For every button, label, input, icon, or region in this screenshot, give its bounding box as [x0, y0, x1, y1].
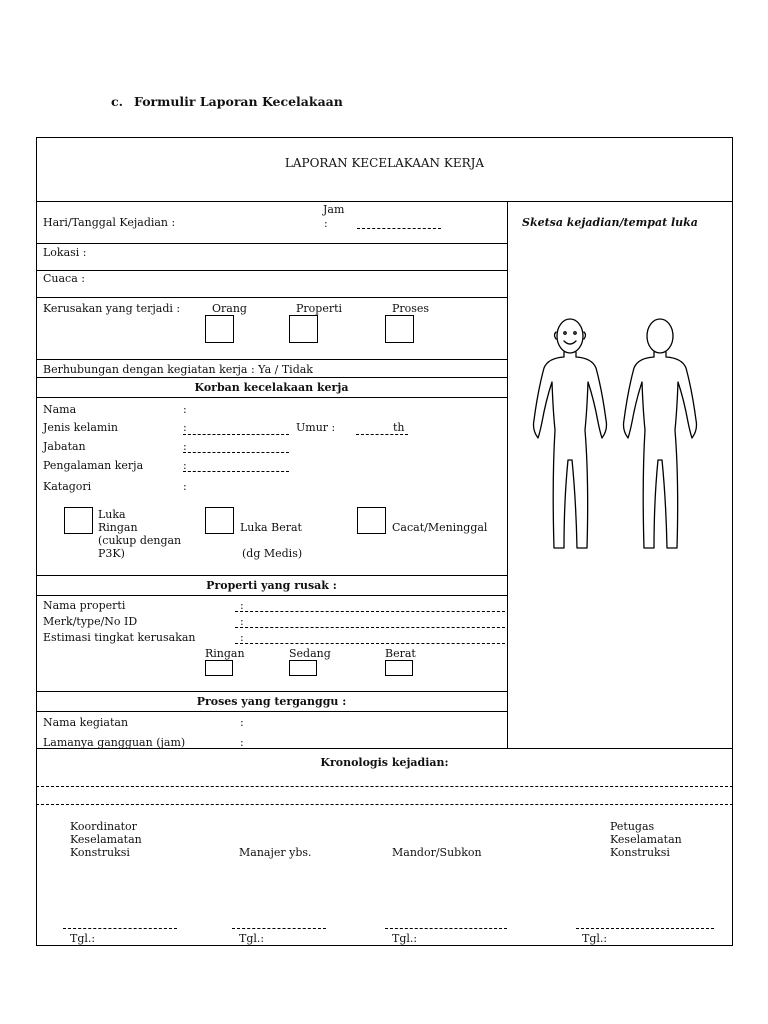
nama-label: Nama [43, 403, 77, 416]
nama-kegiatan-colon: : [240, 716, 244, 729]
sketch-title: Sketsa kejadian/tempat luka [522, 216, 698, 229]
tgl-koordinator: Tgl.: [70, 932, 96, 945]
jam-field[interactable] [357, 228, 441, 229]
berat-checkbox[interactable] [385, 660, 413, 676]
signature-line-mandor[interactable] [385, 928, 507, 929]
divider [36, 377, 507, 378]
kerusakan-properti-checkbox[interactable] [289, 315, 318, 343]
luka-ringan-checkbox[interactable] [64, 507, 93, 534]
nama-colon: : [183, 403, 187, 416]
divider [36, 595, 507, 596]
katagori-colon: : [183, 480, 187, 493]
manajer-label: Manajer ybs. [239, 846, 312, 859]
kerusakan-label: Kerusakan yang terjadi : [43, 302, 181, 315]
body-outline-drawing [520, 310, 730, 560]
heading-title: Formulir Laporan Kecelakaan [134, 94, 343, 109]
nama-properti-colon: : [240, 599, 244, 612]
nama-properti-label: Nama properti [43, 599, 126, 612]
luka-berat-label: Luka Berat [240, 521, 302, 534]
kerusakan-proses-checkbox[interactable] [385, 315, 414, 343]
nama-kegiatan-label: Nama kegiatan [43, 716, 129, 729]
katagori-label: Katagori [43, 480, 92, 493]
berat-label: Berat [385, 647, 416, 660]
luka-berat-checkbox[interactable] [205, 507, 234, 534]
jam-colon: : [324, 217, 328, 230]
divider [36, 711, 507, 712]
jenis-kelamin-colon: : [183, 421, 187, 434]
divider [36, 270, 507, 271]
divider [36, 575, 507, 576]
divider [36, 243, 507, 244]
body-front-figure [534, 319, 607, 548]
kronologis-line[interactable] [36, 804, 733, 805]
properti-title: Properti yang rusak : [206, 579, 337, 592]
pengalaman-label: Pengalaman kerja [43, 459, 144, 472]
sedang-label: Sedang [289, 647, 331, 660]
form-title: LAPORAN KECELAKAAN KERJA [284, 156, 485, 170]
signature-line-manajer[interactable] [232, 928, 326, 929]
jabatan-colon: : [183, 440, 187, 453]
luka-berat-note: (dg Medis) [242, 547, 303, 560]
proses-title: Proses yang terganggu : [196, 695, 347, 708]
pengalaman-field[interactable] [183, 471, 289, 472]
divider [36, 297, 507, 298]
umur-unit: th [393, 421, 405, 434]
tgl-petugas: Tgl.: [582, 932, 608, 945]
jabatan-label: Jabatan [43, 440, 86, 453]
merk-field[interactable] [235, 627, 505, 628]
kronologis-title: Kronologis kejadian: [320, 756, 449, 769]
signature-line-koordinator[interactable] [63, 928, 177, 929]
estimasi-colon: : [240, 631, 244, 644]
koordinator-line3: Konstruksi [70, 846, 130, 859]
luka-ringan-line3: (cukup dengan [98, 534, 182, 547]
column-divider [507, 201, 508, 748]
signature-line-petugas[interactable] [576, 928, 714, 929]
kronologis-line[interactable] [36, 786, 733, 787]
lama-gangguan-label: Lamanya gangguan (jam) [43, 736, 186, 749]
divider [36, 201, 733, 202]
korban-title: Korban kecelakaan kerja [194, 381, 349, 394]
kerusakan-proses-label: Proses [392, 302, 430, 315]
cuaca-label: Cuaca : [43, 272, 85, 285]
petugas-line2: Keselamatan [610, 833, 682, 846]
mandor-label: Mandor/Subkon [392, 846, 482, 859]
umur-field[interactable] [356, 434, 408, 435]
estimasi-field[interactable] [235, 643, 505, 644]
divider [36, 397, 507, 398]
cacat-meninggal-label: Cacat/Meninggal [392, 521, 488, 534]
merk-label: Merk/type/No ID [43, 615, 138, 628]
lama-gangguan-colon: : [240, 736, 244, 749]
sedang-checkbox[interactable] [289, 660, 317, 676]
nama-properti-field[interactable] [235, 611, 505, 612]
jenis-kelamin-field[interactable] [183, 434, 289, 435]
luka-ringan-line2: Ringan [98, 521, 138, 534]
koordinator-line1: Koordinator [70, 820, 137, 833]
pengalaman-colon: : [183, 459, 187, 472]
kerusakan-orang-label: Orang [212, 302, 247, 315]
cacat-meninggal-checkbox[interactable] [357, 507, 386, 534]
divider [36, 691, 507, 692]
ringan-checkbox[interactable] [205, 660, 233, 676]
body-back-figure [624, 319, 697, 548]
petugas-line3: Konstruksi [610, 846, 670, 859]
tgl-mandor: Tgl.: [392, 932, 418, 945]
heading-prefix: c. [111, 94, 123, 109]
petugas-line1: Petugas [610, 820, 655, 833]
berhubungan-label: Berhubungan dengan kegiatan kerja : Ya / Tidak [43, 363, 313, 376]
luka-ringan-line1: Luka [98, 508, 126, 521]
estimasi-label: Estimasi tingkat kerusakan [43, 631, 196, 644]
tgl-manajer: Tgl.: [239, 932, 265, 945]
lokasi-label: Lokasi : [43, 246, 87, 259]
merk-colon: : [240, 615, 244, 628]
umur-label: Umur : [296, 421, 336, 434]
jabatan-field[interactable] [183, 452, 289, 453]
kerusakan-properti-label: Properti [296, 302, 343, 315]
ringan-label: Ringan [205, 647, 245, 660]
hari-tanggal-label: Hari/Tanggal Kejadian : [43, 216, 176, 229]
jam-label: Jam [323, 203, 345, 216]
jenis-kelamin-label: Jenis kelamin [43, 421, 118, 434]
koordinator-line2: Keselamatan [70, 833, 142, 846]
luka-ringan-line4: P3K) [98, 547, 125, 560]
kerusakan-orang-checkbox[interactable] [205, 315, 234, 343]
divider [36, 359, 507, 360]
